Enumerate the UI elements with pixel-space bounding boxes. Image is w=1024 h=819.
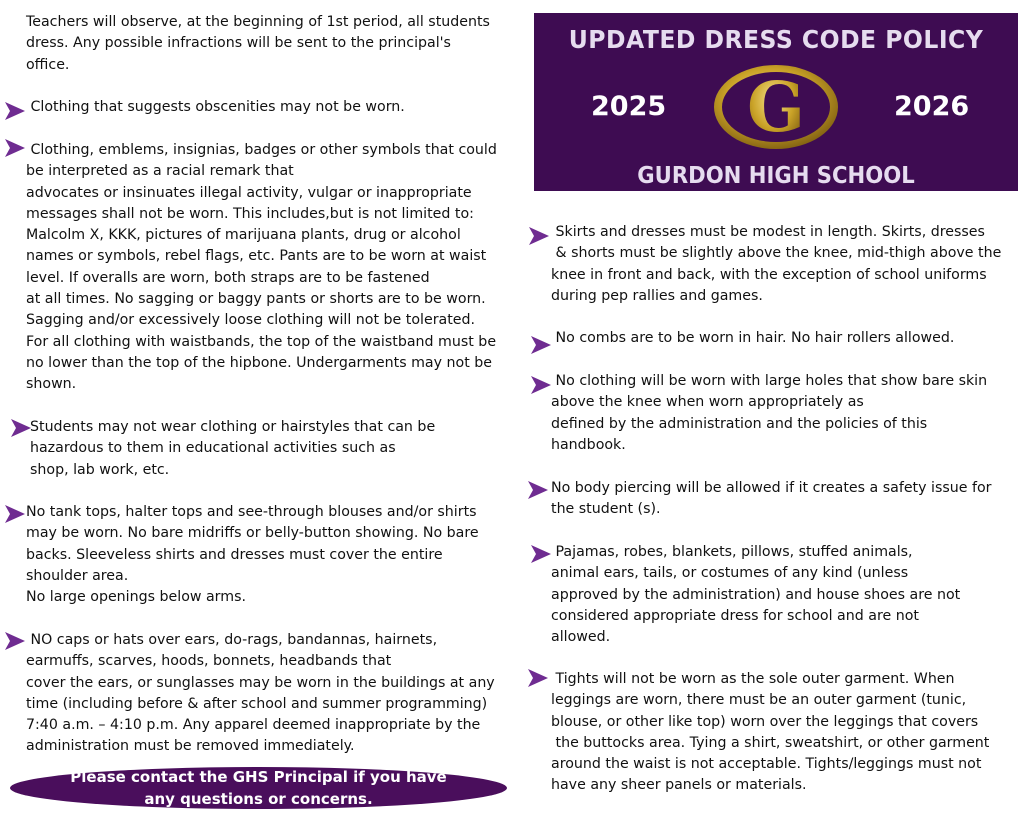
intro-text: Teachers will observe, at the beginning of 1st period, all students dress. Any possible infractions will be sent to the principal's office. (26, 14, 490, 73)
arrow-bullet-icon (4, 100, 26, 122)
rule-caps-hats: NO caps or hats over ears, do-rags, bandannas, hairnets, earmuffs, scarves, hoods, bonnets, headbands that cover the ears, or sunglasses may be worn in the buildings at any time (including before & after school and summer programming) 7:40 a.m. – 4:10 p.m. Any apparel deemed inappropriate by the administration must be removed immediately. (26, 632, 495, 755)
rule-tights: Tights will not be worn as the sole outer garment. When leggings are worn, there must be an outer garment (tunic, blouse, or other like top) worn over the leggings that covers the buttocks area. Tying a shirt, sweatshirt, or other garment around the waist is not acceptable. Tights/leggings must not have any sheer panels or materials. (551, 671, 990, 794)
contact-text: Please contact the GHS Principal if you have any questions or concerns. (70, 768, 447, 808)
rule-holes: No clothing will be worn with large holes that show bare skin above the knee when worn appropriately as defined by the administration and the policies of this handbook. (551, 373, 988, 453)
arrow-bullet-icon (10, 417, 32, 439)
school-logo-icon (711, 62, 841, 152)
arrow-bullet-icon (527, 479, 549, 501)
logo-letter: G (746, 68, 806, 148)
rule-hazard: Students may not wear clothing or hairstyles that can be hazardous to them in educational activities such as shop, lab work, etc. (30, 419, 436, 478)
rule-pajamas: Pajamas, robes, blankets, pillows, stuffed animals, animal ears, tails, or costumes of any kind (unless approved by the administration) and house shoes are not considered appropriate dress for school and are not allowed. (551, 544, 961, 646)
contact-banner (10, 767, 507, 809)
rule-skirts: Skirts and dresses must be modest in length. Skirts, dresses & shorts must be slightly above the knee, mid-thigh above the knee in front and back, with the exception of school uniforms during pep rallies and games. (551, 224, 1002, 304)
year-start: 2025 (591, 91, 667, 122)
arrow-bullet-icon (4, 630, 26, 652)
arrow-bullet-icon (530, 543, 552, 565)
arrow-bullet-icon (530, 374, 552, 396)
rule-obscenities: Clothing that suggests obscenities may not be worn. (26, 99, 405, 115)
arrow-bullet-icon (528, 225, 550, 247)
rule-tank-tops: No tank tops, halter tops and see-through blouses and/or shirts may be worn. No bare midriffs or belly-button showing. No bare backs. Sleeveless shirts and dresses must cover the entire shoulder area. No large openings below arms. (26, 504, 479, 606)
year-end: 2026 (894, 91, 970, 122)
arrow-bullet-icon (4, 137, 26, 159)
banner-title: UPDATED DRESS CODE POLICY (568, 25, 984, 54)
header-banner (534, 13, 1018, 191)
rule-combs: No combs are to be worn in hair. No hair rollers allowed. (551, 330, 955, 346)
arrow-bullet-icon (4, 503, 26, 525)
arrow-bullet-icon (530, 334, 552, 356)
arrow-bullet-icon (527, 667, 549, 689)
rule-piercing: No body piercing will be allowed if it creates a safety issue for the student (s). (551, 480, 992, 518)
rule-symbols: Clothing, emblems, insignias, badges or other symbols that could be interpreted as a racial remark that advocates or insinuates illegal activity, vulgar or inappropriate messages shall not be worn. This includes,but is not limited to: Malcolm X, KKK, pictures of marijuana plants, drug or alcohol names or symbols, rebel flags, etc. Pants are to be worn at waist level. If overalls are worn, both straps are to be fastened at all times. No sagging or baggy pants or shorts are to be worn. Sagging and/or excessively loose clothing will not be tolerated. For all clothing with waistbands, the top of the waistband must be no lower than the top of the hipbone. Undergarments may not be shown. (26, 142, 497, 393)
school-name: GURDON HIGH SCHOOL (637, 163, 915, 189)
